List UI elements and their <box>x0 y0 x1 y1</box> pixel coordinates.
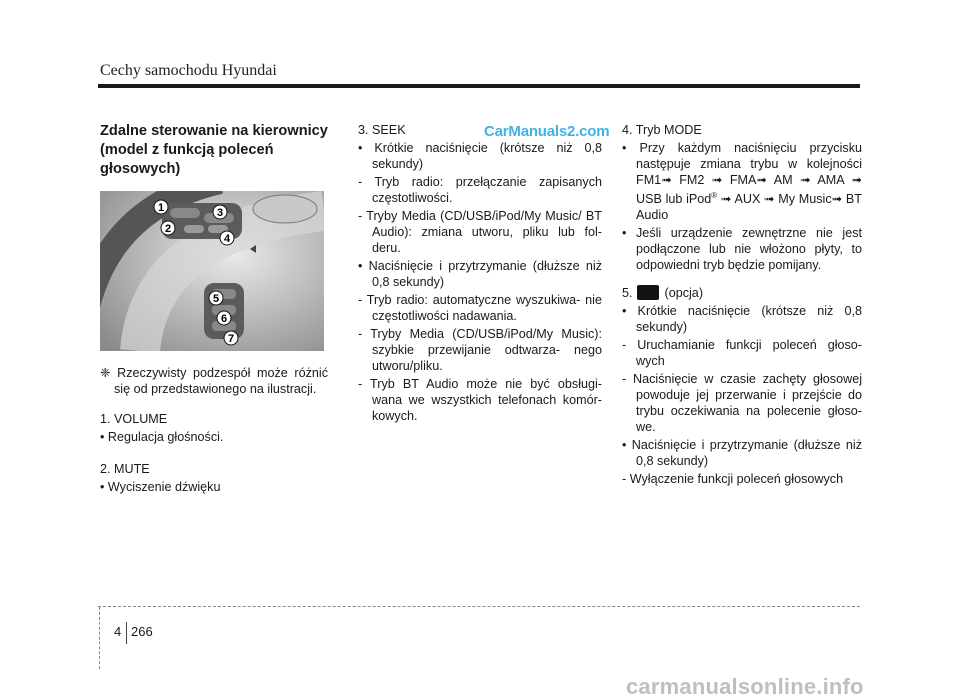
illustration-note: ❈ Rzeczywisty podzespół może różnić się od przedstawionego na ilustracji. <box>100 366 328 396</box>
callout-5: 5 <box>212 293 220 305</box>
mode-sequence-end: ➟ AUX ➟ My Music➟ BT Audio <box>636 192 862 223</box>
voice-item: • Naciśnięcie i przytrzymanie (dłuższe niż 0,8 sekundy) <box>622 438 862 469</box>
page-number: 266 <box>131 624 153 639</box>
footer-vertical-rule <box>99 607 100 669</box>
mute-title: 2. MUTE <box>100 462 150 476</box>
watermark-text: CarManuals2.com <box>484 123 610 140</box>
seek-item: - Tryby Media (CD/USB/iPod/My Music): szybkie przewijanie odtwarza- nego utworu/pliku. <box>358 327 602 373</box>
column-2 <box>358 122 602 426</box>
mode-sequence-item <box>622 140 862 223</box>
voice-title <box>622 285 862 301</box>
voice-item: - Uruchamianie funkcji poleceń głoso- wych <box>622 338 862 369</box>
column-3 <box>622 122 862 489</box>
page-number-separator <box>126 622 127 644</box>
callout-6: 6 <box>220 313 228 325</box>
voice-item: - Naciśnięcie w czasie zachęty głosowej powoduje jej przerwanie i przejście do trybu oczekiwania na polecenie głoso- we. <box>622 372 862 435</box>
footer-rule <box>98 606 860 607</box>
callout-7: 7 <box>227 333 235 345</box>
steering-wheel-illustration <box>100 191 324 351</box>
running-header: Cechy samochodu Hyundai <box>100 62 277 79</box>
seek-title: 3. SEEK <box>358 123 406 137</box>
volume-item: • Regulacja głośności. <box>100 430 224 444</box>
callout-3: 3 <box>216 207 224 219</box>
callout-4: 4 <box>223 233 231 245</box>
voice-command-icon <box>637 285 659 300</box>
header-rule <box>98 84 860 88</box>
callout-2: 2 <box>164 223 172 235</box>
volume-title: 1. VOLUME <box>100 412 168 426</box>
mode-skip-item: • Jeśli urządzenie zewnętrzne nie jest podłączone lub nie włożono płyty, to odpowiedni tryb będzie pomijany. <box>622 226 862 273</box>
seek-item: - Tryb radio: przełączanie zapisanych częstotliwości. <box>358 175 602 205</box>
voice-title-prefix: 5. <box>622 286 633 301</box>
registered-mark: ® <box>711 191 718 200</box>
seek-item: - Tryb radio: automatyczne wyszukiwa- nie częstotliwości nadawania. <box>358 293 602 323</box>
voice-item: • Krótkie naciśnięcie (krótsze niż 0,8 sekundy) <box>622 304 862 335</box>
callout-1: 1 <box>157 202 165 214</box>
seek-item: - Tryb BT Audio może nie być obsługi- wana we wszystkich telefonach komór- kowych. <box>358 377 602 423</box>
seek-item: • Naciśnięcie i przytrzymanie (dłuższe niż 0,8 sekundy) <box>358 259 602 289</box>
mode-sequence-text: • Przy każdym naciśnięciu przycisku następuje zmiana trybu w kolejności FM1➟ FM2 ➟ FMA➟ AM ➟ AMA ➟ USB lub iPod <box>622 141 862 207</box>
chapter-number: 4 <box>114 624 122 639</box>
seek-item: • Krótkie naciśnięcie (krótsze niż 0,8 sekundy) <box>358 141 602 171</box>
site-watermark: carmanualsonline.info <box>626 674 864 699</box>
section-heading: Zdalne sterowanie na kierownicy (model z funkcją poleceń głosowych) <box>100 123 328 177</box>
seek-item: - Tryby Media (CD/USB/iPod/My Music/ BT Audio): zmiana utworu, pliku lub fol- deru. <box>358 209 602 255</box>
voice-item: - Wyłączenie funkcji poleceń głosowych <box>622 472 844 487</box>
mute-item: • Wyciszenie dźwięku <box>100 480 221 494</box>
mode-title: 4. Tryb MODE <box>622 123 702 137</box>
voice-title-suffix: (opcja) <box>664 286 704 301</box>
column-1 <box>100 122 328 497</box>
